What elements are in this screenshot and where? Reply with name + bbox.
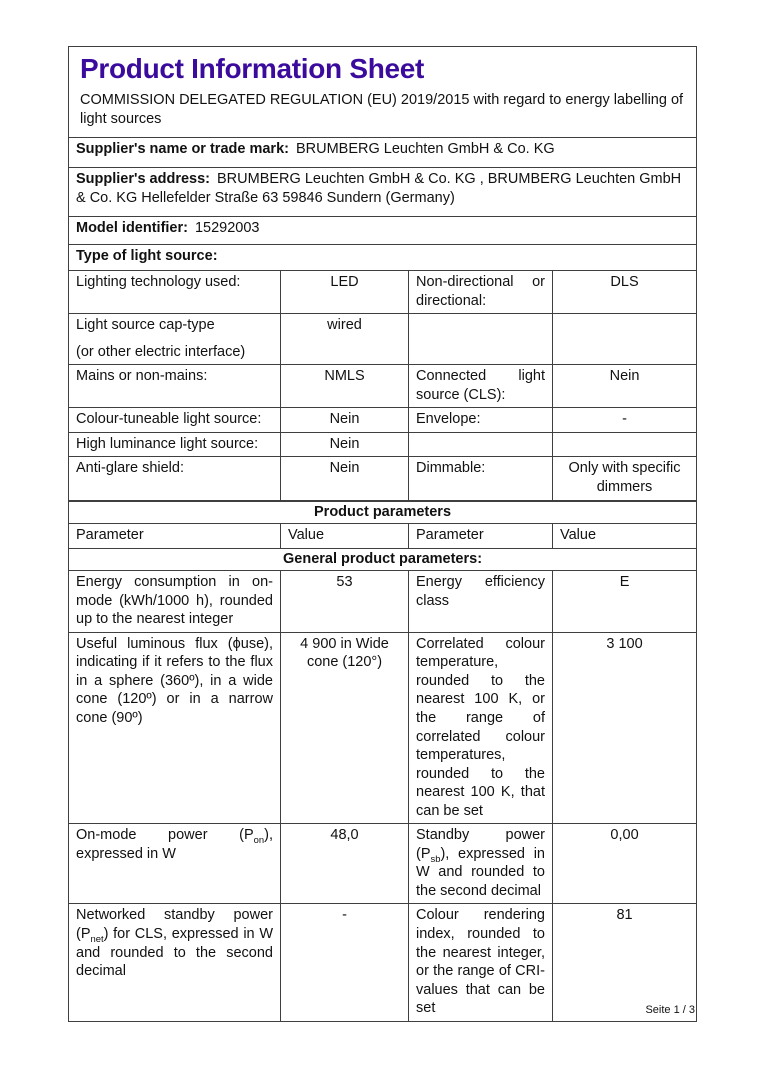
param-cell: Standby power $(P_{sb})$, expressed in W and rounded to the second decimal xyxy=(409,824,553,904)
value-cell: 4 900 in Wide cone (120°) xyxy=(281,632,409,823)
supplier-address-value: BRUMBERG Leuchten GmbH & Co. KG , BRUMBERG Leuchten GmbH & Co. KG Hellefelder Straße 63 59846 Sundern (Germany) xyxy=(76,171,682,206)
table-row xyxy=(69,432,697,457)
supplier-name-value: BRUMBERG Leuchten GmbH & Co. KG xyxy=(295,141,555,158)
header-row xyxy=(69,47,697,138)
general-parameters-title-row xyxy=(69,548,697,571)
param-cell: Dimmable: xyxy=(409,457,553,501)
param-cell xyxy=(409,314,553,365)
value-cell: LED xyxy=(281,271,409,314)
param-cell: Colour rendering index, rounded to the nearest integer, or the range of CRI-values that can be set xyxy=(409,904,553,1021)
param-cell: Lighting technology used: xyxy=(69,271,281,314)
value-cell: Nein xyxy=(553,365,697,408)
table-row xyxy=(69,271,697,314)
value-cell: 48,0 xyxy=(281,824,409,904)
header-cell xyxy=(69,47,697,138)
param-cell: Networked standby power $(P_{net})$ for CLS, expressed in W and rounded to the second decimal xyxy=(69,904,281,1021)
param-cell: Energy consumption in on-mode (kWh/1000 h), rounded up to the nearest integer xyxy=(69,571,281,633)
param-cell: Anti-glare shield: xyxy=(69,457,281,501)
general-parameters-title: General product parameters: xyxy=(69,548,697,571)
value-cell: wired xyxy=(281,314,409,365)
supplier-name-row xyxy=(69,138,697,168)
param-line-2: (or other electric interface) xyxy=(76,343,246,360)
param-cell: Connected light source (CLS): xyxy=(409,365,553,408)
param-cell xyxy=(409,432,553,457)
table-row xyxy=(69,824,697,904)
table-row xyxy=(69,408,697,433)
value-cell: Nein xyxy=(281,432,409,457)
column-header: Value xyxy=(553,524,697,549)
param-cell: Correlated colour temperature, rounded to the nearest 100 K, or the range of correlated colour temperatures, rounded to the nearest 100 K, that can be set xyxy=(409,632,553,823)
param-cell: Non-directional or directional: xyxy=(409,271,553,314)
page-title: Product Information Sheet xyxy=(80,53,425,84)
param-cell xyxy=(69,314,281,365)
param-cell: Energy efficiency class xyxy=(409,571,553,633)
product-information-table xyxy=(68,46,697,1022)
model-identifier-value: 15292003 xyxy=(194,220,260,237)
value-cell: DLS xyxy=(553,271,697,314)
model-identifier-label: Model identifier: xyxy=(76,220,188,237)
param-cell: Envelope: xyxy=(409,408,553,433)
column-header: Value xyxy=(281,524,409,549)
page-number: Seite 1 / 3 xyxy=(645,1004,695,1016)
column-header: Parameter xyxy=(69,524,281,549)
table-row xyxy=(69,904,697,1021)
value-cell: 53 xyxy=(281,571,409,633)
value-cell: - xyxy=(281,904,409,1021)
param-cell: Colour-tuneable light source: xyxy=(69,408,281,433)
table-row xyxy=(69,632,697,823)
value-cell: Only with specific dimmers xyxy=(553,457,697,501)
supplier-name-label: Supplier's name or trade mark: xyxy=(76,141,289,158)
value-cell: - xyxy=(553,408,697,433)
param-cell: Useful luminous flux (ϕuse), indicating if it refers to the flux in a sphere (360º), in a wide cone (120º) or in a narrow cone (90º) xyxy=(69,632,281,823)
value-cell: E xyxy=(553,571,697,633)
page-subtitle: COMMISSION DELEGATED REGULATION (EU) 2019/2015 with regard to energy labelling of light sources xyxy=(80,91,684,127)
column-header: Parameter xyxy=(409,524,553,549)
model-identifier-row xyxy=(69,217,697,245)
table-row xyxy=(69,571,697,633)
value-cell: NMLS xyxy=(281,365,409,408)
value-cell xyxy=(553,432,697,457)
param-cell: High luminance light source: xyxy=(69,432,281,457)
param-cell: On-mode power $(P_{on})$, expressed in W xyxy=(69,824,281,904)
value-cell: 3 100 xyxy=(553,632,697,823)
column-header-row xyxy=(69,524,697,549)
value-cell: Nein xyxy=(281,457,409,501)
product-parameters-title-row xyxy=(69,501,697,524)
value-cell: Nein xyxy=(281,408,409,433)
table-row xyxy=(69,314,697,365)
table-row xyxy=(69,457,697,501)
model-identifier-cell xyxy=(69,217,697,245)
supplier-address-label: Supplier's address: xyxy=(76,171,210,188)
product-parameters-title: Product parameters xyxy=(69,501,697,524)
value-cell: 81 xyxy=(553,904,697,1021)
value-cell: 0,00 xyxy=(553,824,697,904)
supplier-name-cell xyxy=(69,138,697,168)
type-section-row xyxy=(69,245,697,271)
type-section-title: Type of light source: xyxy=(69,245,697,271)
param-line-1: Light source cap-type xyxy=(76,317,215,334)
supplier-address-row xyxy=(69,168,697,217)
table-row xyxy=(69,365,697,408)
value-cell xyxy=(553,314,697,365)
supplier-address-cell xyxy=(69,168,697,217)
param-cell: Mains or non-mains: xyxy=(69,365,281,408)
